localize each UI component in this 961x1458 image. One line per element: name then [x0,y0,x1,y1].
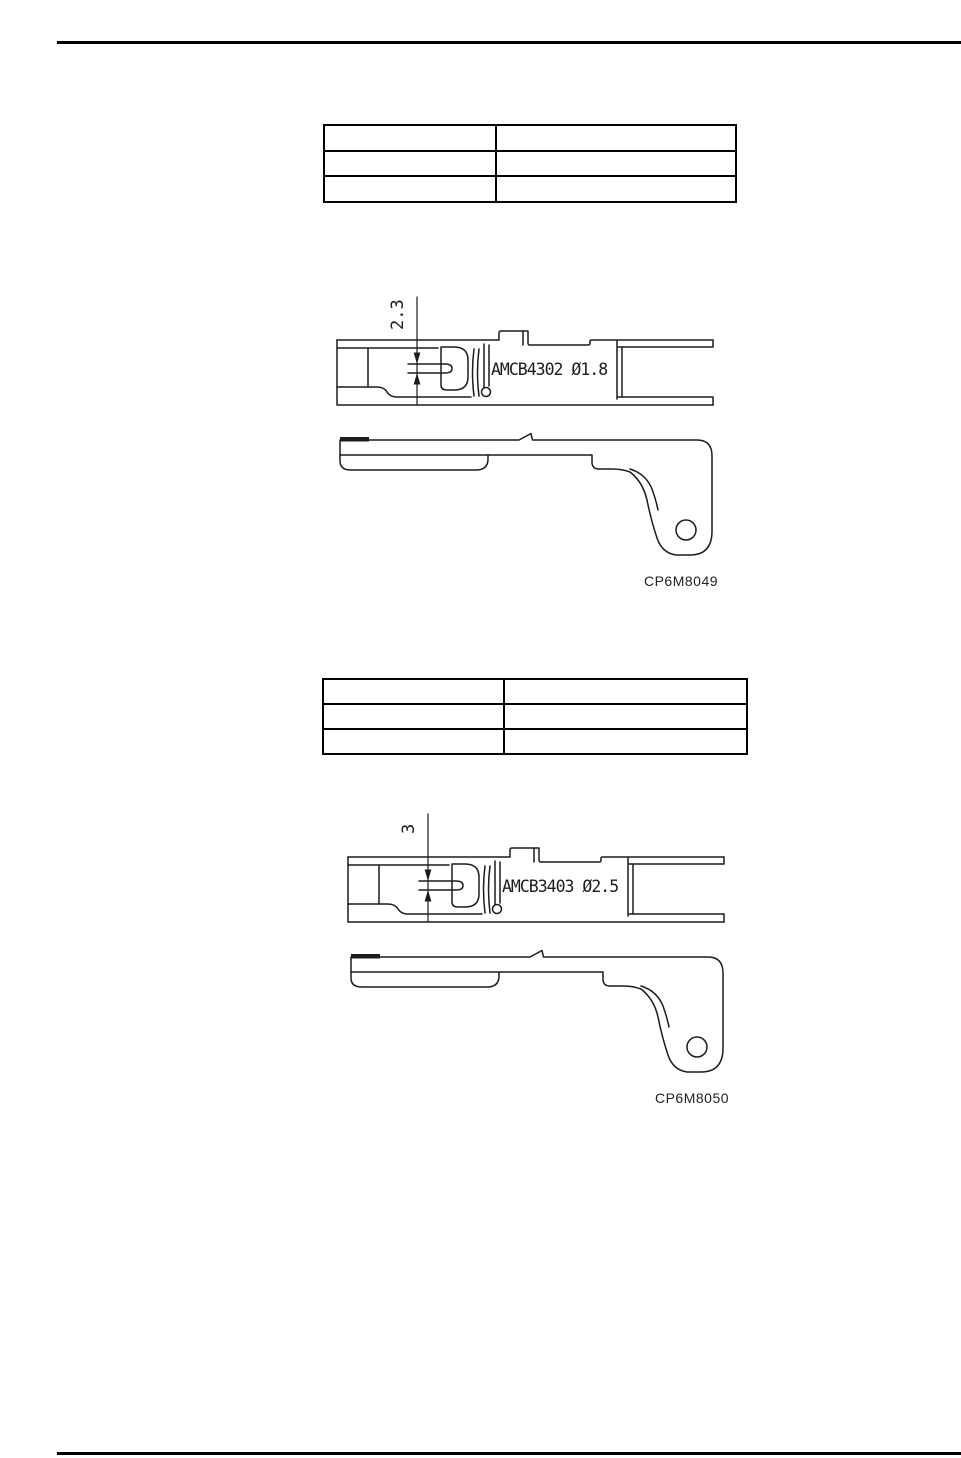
page-top-rule [57,41,961,44]
table-cell [504,679,747,704]
spec-table-1 [323,124,737,203]
figure-part-drawing-2 [341,797,741,1117]
table-cell [504,704,747,729]
table-cell [324,176,496,202]
table-cell [496,151,736,177]
table-cell [323,679,504,704]
dimension-value-1: 2.3 [388,299,408,330]
part-label-2: AMCB3403 Ø2.5 [502,877,619,896]
figure-part-drawing-1 [330,280,730,600]
part-label-1: AMCB4302 Ø1.8 [491,360,608,379]
table-cell [323,704,504,729]
table-cell [496,176,736,202]
table-cell [324,151,496,177]
figure-caption-1: CP6M8049 [643,573,719,589]
table-cell [496,125,736,151]
figure-caption-2: CP6M8050 [654,1090,730,1106]
table-cell [323,729,504,754]
table-cell [324,125,496,151]
page-bottom-rule [57,1452,961,1455]
dimension-value-2: 3 [399,823,419,834]
spec-table-2 [322,678,748,755]
table-cell [504,729,747,754]
